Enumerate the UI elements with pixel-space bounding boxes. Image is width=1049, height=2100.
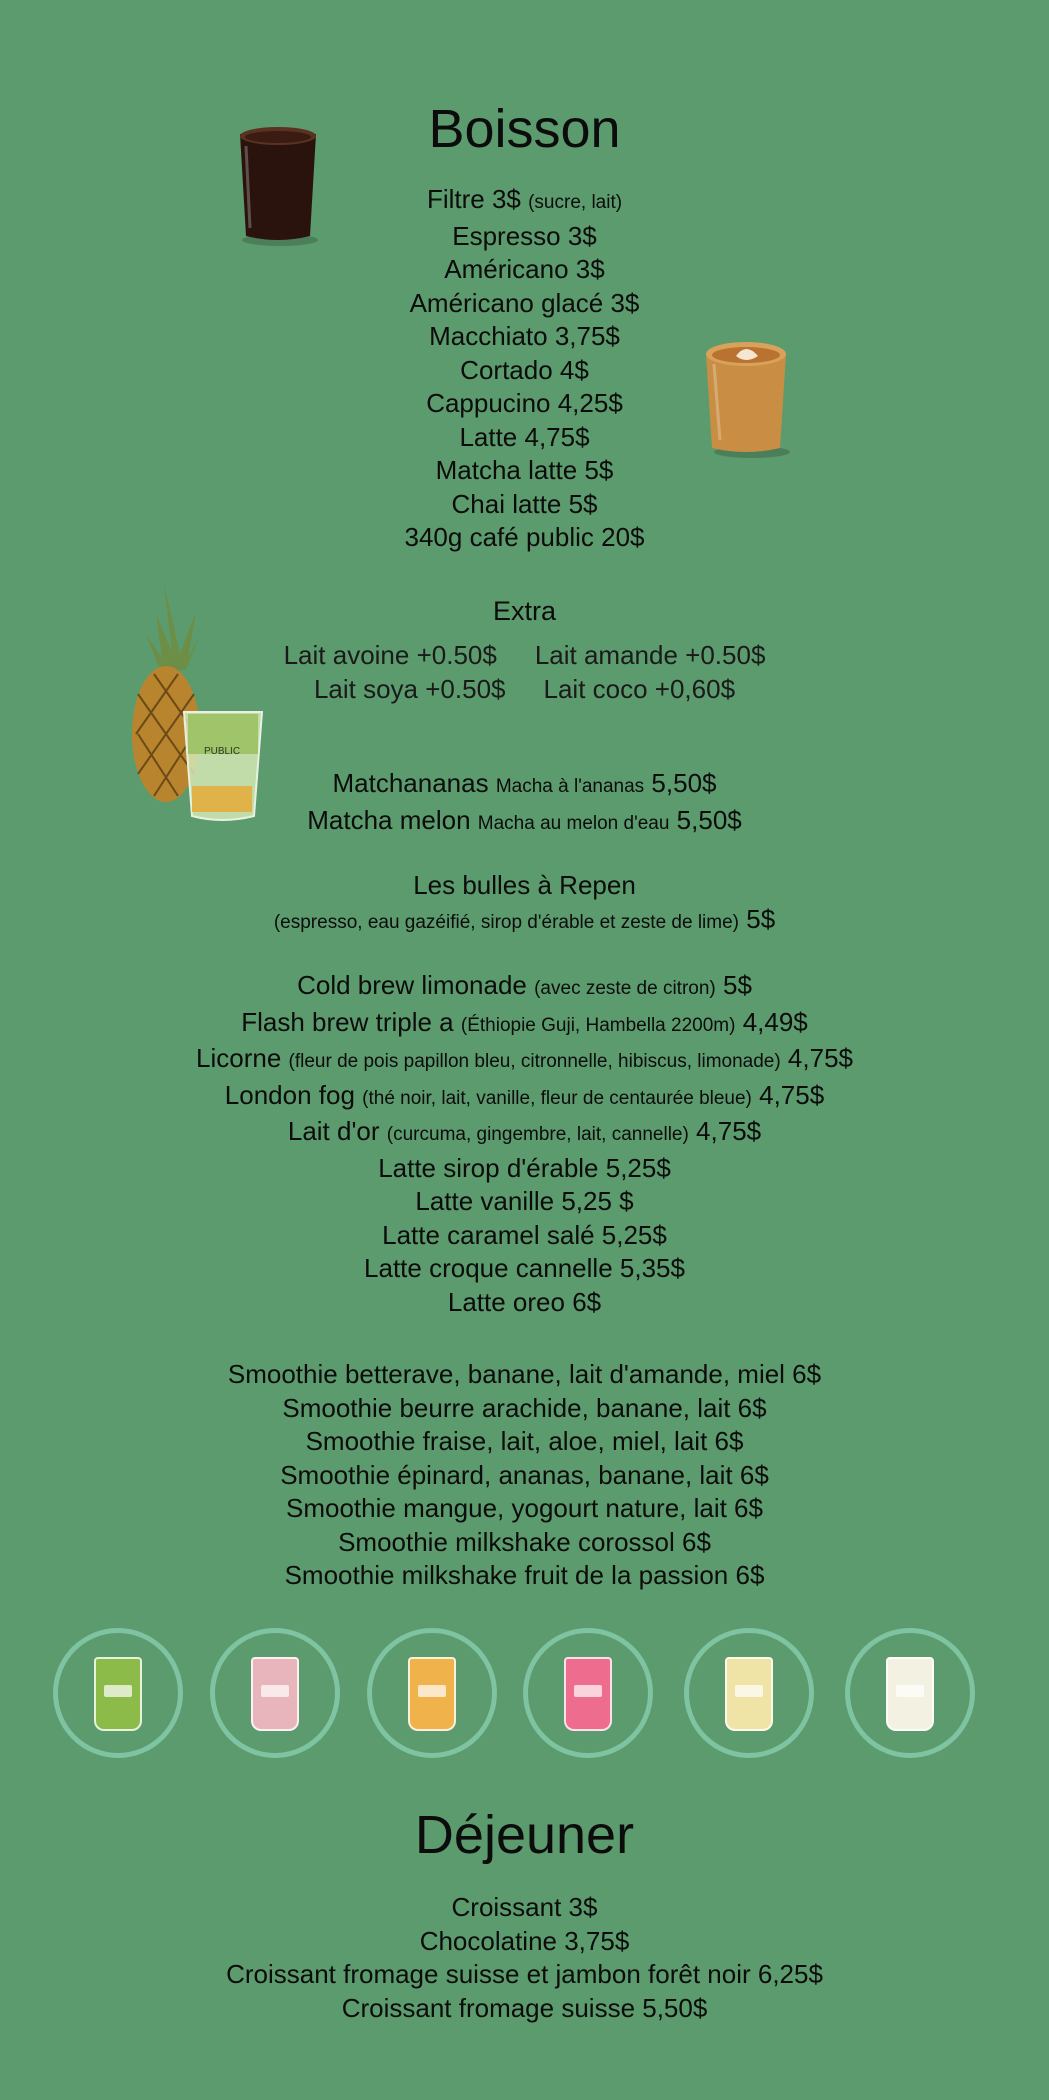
list-item: Lait d'or (curcuma, gingembre, lait, cannelle) 4,75$ [287,1116,762,1146]
list-item: Cortado 4$ [460,354,589,385]
list-item: Chai latte 5$ [451,488,598,519]
list-item: Smoothie milkshake fruit de la passion 6$ [284,1560,765,1590]
smoothie-cup [251,1657,299,1731]
berry-smoothie-icon [523,1628,653,1758]
list-item: Smoothie betterave, banane, lait d'amande, miel 6$ [227,1359,822,1389]
smoothie-list [0,1358,1049,1593]
list-item: London fog (thé noir, lait, vanille, fleur de centaurée bleue) 4,75$ [224,1079,825,1110]
extra-item: Lait soya +0.50$ [313,674,506,704]
list-item: Matcha melon Macha au melon d'eau 5,50$ [307,804,742,835]
mango-smoothie-icon [367,1628,497,1758]
list-item: Américano glacé 3$ [409,287,640,318]
list-item: Américano 3$ [444,254,605,284]
smoothie-cup [94,1657,142,1731]
list-item: Espresso 3$ [452,220,597,251]
list-item: Licorne (fleur de pois papillon bleu, citronnelle, hibiscus, limonade) 4,75$ [196,1043,853,1073]
smoothie-cup [564,1657,612,1731]
list-item: Latte sirop d'érable 5,25$ [378,1152,671,1183]
smoothie-images [53,1628,993,1768]
list-item: Matchananas Macha à l'ananas 5,50$ [332,768,717,798]
list-item: Latte 4,75$ [459,421,590,452]
boisson-list [0,183,1049,555]
passion-smoothie-icon [684,1628,814,1758]
list-item: Smoothie épinard, ananas, banane, lait 6$ [280,1459,769,1490]
smoothie-cup [886,1657,934,1731]
specialty-list [0,969,1049,1319]
extra-list [0,638,1049,706]
list-item: Croissant fromage suisse et jambon forêt noir 6,25$ [226,1959,823,1989]
list-item: Latte caramel salé 5,25$ [382,1219,667,1250]
strawberry-smoothie-icon [210,1628,340,1758]
dejeuner-list [0,1891,1049,2025]
extra-title: Extra [492,596,557,626]
list-item: Cappucino 4,25$ [426,388,623,418]
list-item: Croissant 3$ [451,1892,598,1922]
extra-item: Lait avoine +0.50$ [283,640,497,670]
smoothie-cup [408,1657,456,1731]
list-item: Smoothie mangue, yogourt nature, lait 6$ [286,1493,763,1523]
list-item: Croissant fromage suisse 5,50$ [341,1992,708,2023]
list-item: Filtre 3$ (sucre, lait) [426,184,623,214]
list-item: Smoothie milkshake corossol 6$ [338,1526,711,1557]
list-item: Latte vanille 5,25 $ [415,1186,634,1216]
list-item: 340g café public 20$ [404,522,645,552]
list-item: Smoothie beurre arachide, banane, lait 6$ [282,1392,767,1423]
list-item: Latte oreo 6$ [447,1286,602,1317]
dejeuner-title: Déjeuner [414,1805,635,1865]
green-smoothie-icon [53,1628,183,1758]
boisson-title: Boisson [428,99,621,159]
list-item: Chocolatine 3,75$ [419,1925,630,1956]
extra-item: Lait coco +0,60$ [543,674,736,704]
smoothie-cup [725,1657,773,1731]
list-item: Cold brew limonade (avec zeste de citron) 5$ [297,970,752,1000]
list-item: Smoothie fraise, lait, aloe, miel, lait 6$ [305,1426,744,1456]
list-item: Flash brew triple a (Éthiopie Guji, Hambella 2200m) 4,49$ [241,1006,808,1037]
list-item: Matcha latte 5$ [435,455,614,485]
extra-item: Lait amande +0.50$ [534,640,766,670]
soursop-smoothie-icon [845,1628,975,1758]
list-item: Macchiato 3,75$ [429,321,620,351]
matcha-list [0,767,1049,840]
list-item: (espresso, eau gazéifié, sirop d'érable et zeste de lime) 5$ [273,903,776,934]
list-item: Latte croque cannelle 5,35$ [364,1253,685,1283]
bulles-title: Les bulles à Repen [413,870,636,900]
svg-text:PUBLIC: PUBLIC [203,746,241,757]
bulles-block [0,869,1049,939]
